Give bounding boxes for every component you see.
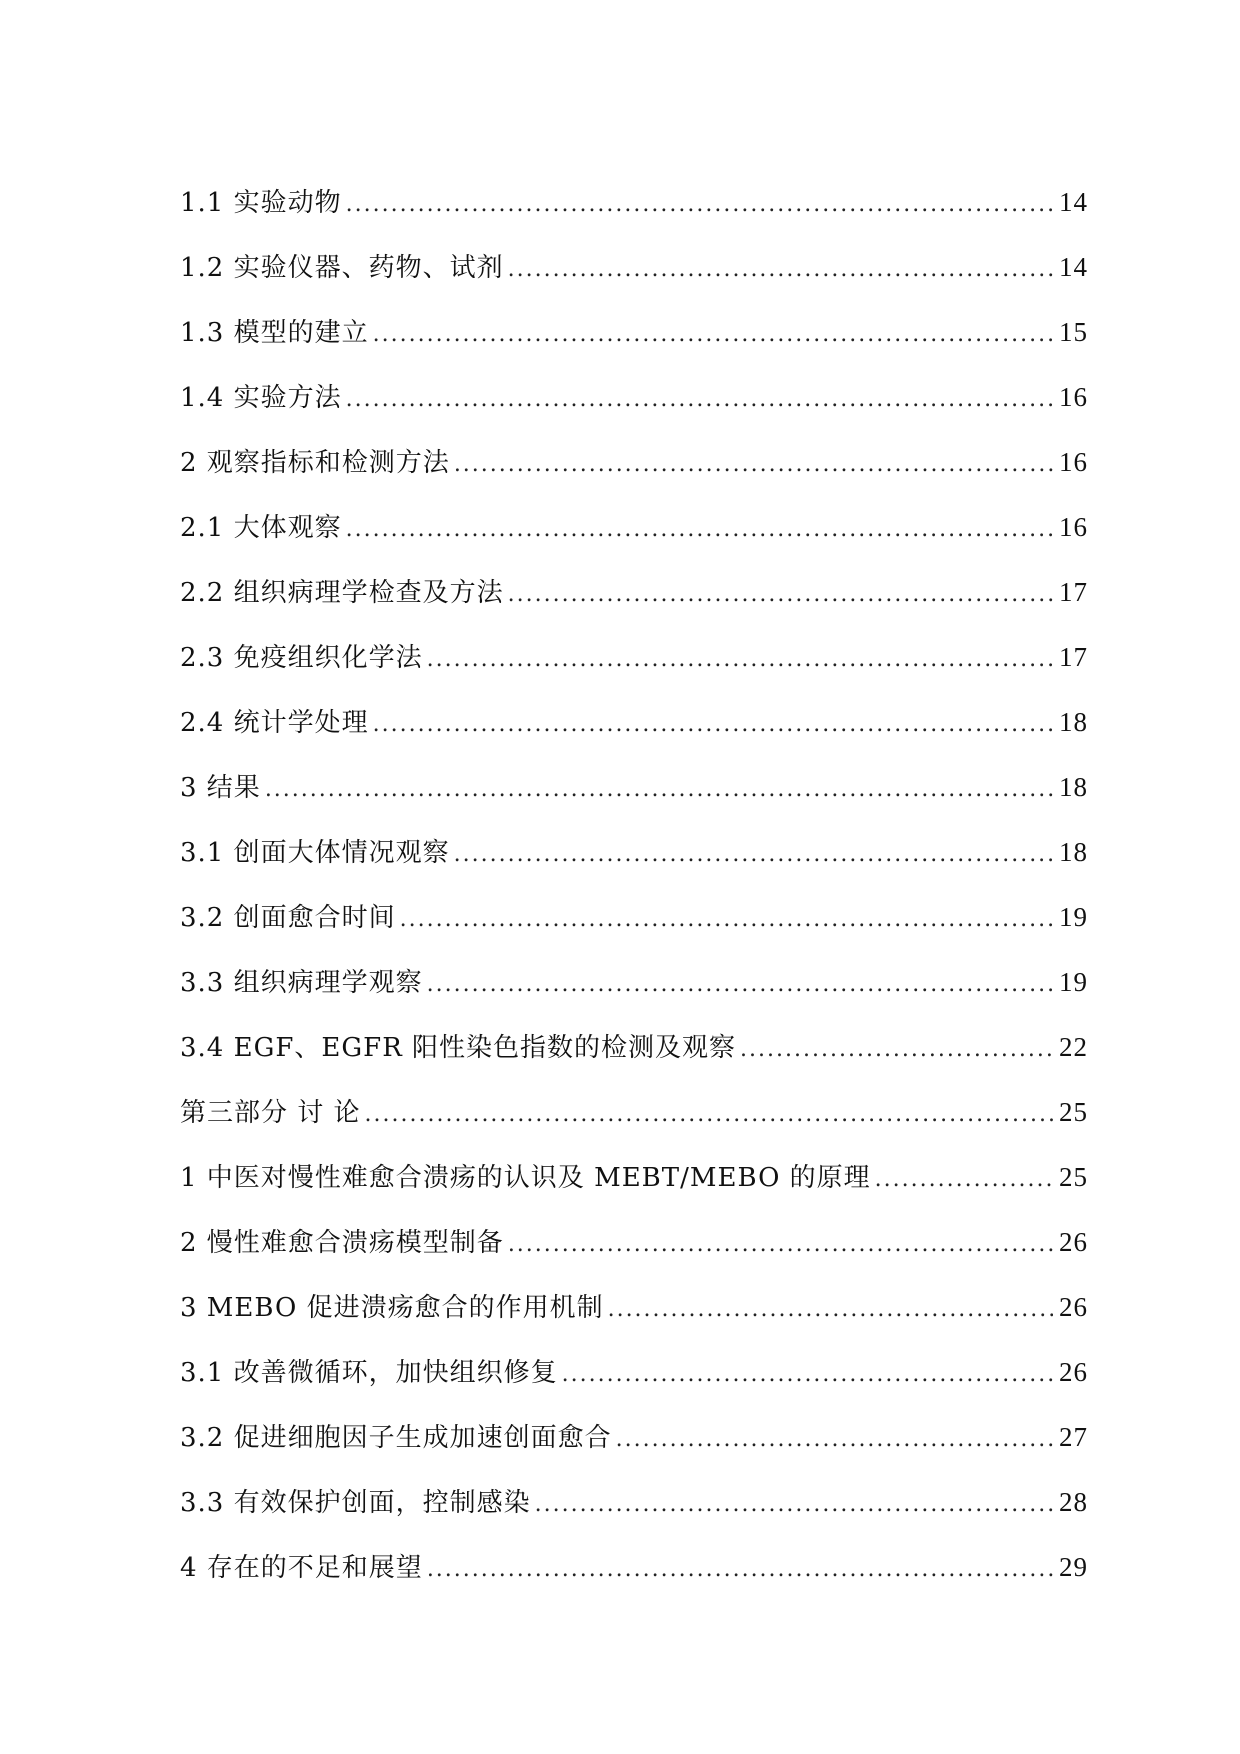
toc-dot-leader — [373, 712, 1053, 737]
toc-entry-page: 22 — [1059, 1032, 1088, 1062]
toc-entry-title: 3.3 有效保护创面，控制感染 — [180, 1488, 531, 1518]
toc-entry-page: 25 — [1059, 1097, 1088, 1127]
toc-dot-leader — [427, 647, 1053, 672]
toc-entry[interactable] — [180, 1027, 1088, 1092]
toc-entry[interactable] — [180, 1092, 1088, 1157]
toc-entry[interactable] — [180, 377, 1088, 442]
toc-entry-page: 19 — [1059, 967, 1088, 997]
toc-entry[interactable] — [180, 247, 1088, 312]
toc-entry[interactable] — [180, 702, 1088, 767]
toc-dot-leader — [508, 1232, 1053, 1257]
toc-dot-leader — [346, 192, 1053, 217]
toc-entry[interactable] — [180, 442, 1088, 507]
toc-entry[interactable] — [180, 1157, 1088, 1222]
toc-entry-page: 26 — [1059, 1292, 1088, 1322]
toc-entry-page: 19 — [1059, 902, 1088, 932]
toc-entry-title: 4 存在的不足和展望 — [180, 1553, 423, 1583]
toc-dot-leader — [427, 972, 1053, 997]
toc-entry-title: 2 慢性难愈合溃疡模型制备 — [180, 1228, 504, 1258]
toc-entry-page: 17 — [1059, 642, 1088, 672]
toc-entry-page: 27 — [1059, 1422, 1088, 1452]
toc-entry[interactable] — [180, 507, 1088, 572]
toc-entry-title: 1.1 实验动物 — [180, 188, 342, 218]
toc-entry-page: 25 — [1059, 1162, 1088, 1192]
toc-entry-title: 2.3 免疫组织化学法 — [180, 643, 423, 673]
toc-entry-title: 3 MEBO 促进溃疡愈合的作用机制 — [180, 1293, 604, 1323]
toc-dot-leader — [454, 452, 1053, 477]
toc-entry[interactable] — [180, 1287, 1088, 1352]
toc-entry[interactable] — [180, 1352, 1088, 1417]
toc-entry-title: 2.2 组织病理学检查及方法 — [180, 578, 504, 608]
toc-entry-page: 15 — [1059, 317, 1088, 347]
toc-dot-leader — [265, 777, 1053, 802]
toc-dot-leader — [346, 387, 1053, 412]
toc-entry-title: 3.4 EGF、EGFR 阳性染色指数的检测及观察 — [180, 1033, 737, 1063]
toc-entry[interactable] — [180, 1417, 1088, 1482]
toc-dot-leader — [616, 1427, 1053, 1452]
toc-entry-title: 3 结果 — [180, 773, 261, 803]
toc-entry-title: 3.2 促进细胞因子生成加速创面愈合 — [180, 1423, 612, 1453]
toc-entry-page: 17 — [1059, 577, 1088, 607]
toc-entry[interactable] — [180, 1482, 1088, 1547]
toc-dot-leader — [875, 1167, 1053, 1192]
toc-entry[interactable] — [180, 637, 1088, 702]
toc-entry[interactable] — [180, 182, 1088, 247]
table-of-contents — [180, 182, 1088, 1612]
toc-entry-title: 3.3 组织病理学观察 — [180, 968, 423, 998]
toc-dot-leader — [562, 1362, 1053, 1387]
toc-dot-leader — [427, 1557, 1053, 1582]
toc-entry-page: 28 — [1059, 1487, 1088, 1517]
toc-entry-title: 3.2 创面愈合时间 — [180, 903, 396, 933]
toc-dot-leader — [608, 1297, 1053, 1322]
toc-entry-title: 3.1 创面大体情况观察 — [180, 838, 450, 868]
toc-entry-page: 18 — [1059, 707, 1088, 737]
toc-entry[interactable] — [180, 1547, 1088, 1612]
toc-dot-leader — [373, 322, 1053, 347]
toc-entry-title: 1.2 实验仪器、药物、试剂 — [180, 253, 504, 283]
toc-entry[interactable] — [180, 572, 1088, 637]
toc-entry-title: 1.3 模型的建立 — [180, 318, 369, 348]
toc-dot-leader — [400, 907, 1053, 932]
toc-entry-page: 18 — [1059, 772, 1088, 802]
toc-entry-title: 1 中医对慢性难愈合溃疡的认识及 MEBT/MEBO 的原理 — [180, 1163, 871, 1193]
toc-entry-page: 18 — [1059, 837, 1088, 867]
toc-entry[interactable] — [180, 312, 1088, 377]
toc-dot-leader — [508, 257, 1053, 282]
toc-entry-page: 16 — [1059, 447, 1088, 477]
toc-entry-page: 29 — [1059, 1552, 1088, 1582]
toc-entry[interactable] — [180, 832, 1088, 897]
toc-entry-page: 14 — [1059, 187, 1088, 217]
toc-entry[interactable] — [180, 897, 1088, 962]
toc-entry-page: 16 — [1059, 382, 1088, 412]
toc-entry-page: 14 — [1059, 252, 1088, 282]
toc-entry[interactable] — [180, 962, 1088, 1027]
toc-entry-title: 3.1 改善微循环，加快组织修复 — [180, 1358, 558, 1388]
toc-entry-title: 第三部分 讨 论 — [180, 1098, 361, 1128]
toc-entry-page: 26 — [1059, 1227, 1088, 1257]
toc-entry-title: 1.4 实验方法 — [180, 383, 342, 413]
toc-entry-title: 2.1 大体观察 — [180, 513, 342, 543]
toc-entry-page: 26 — [1059, 1357, 1088, 1387]
toc-dot-leader — [740, 1037, 1053, 1062]
toc-entry[interactable] — [180, 1222, 1088, 1287]
toc-entry[interactable] — [180, 767, 1088, 832]
toc-entry-title: 2 观察指标和检测方法 — [180, 448, 450, 478]
toc-dot-leader — [454, 842, 1053, 867]
toc-entry-title: 2.4 统计学处理 — [180, 708, 369, 738]
toc-entry-page: 16 — [1059, 512, 1088, 542]
toc-dot-leader — [508, 582, 1053, 607]
toc-dot-leader — [365, 1102, 1053, 1127]
toc-dot-leader — [535, 1492, 1053, 1517]
toc-dot-leader — [346, 517, 1053, 542]
